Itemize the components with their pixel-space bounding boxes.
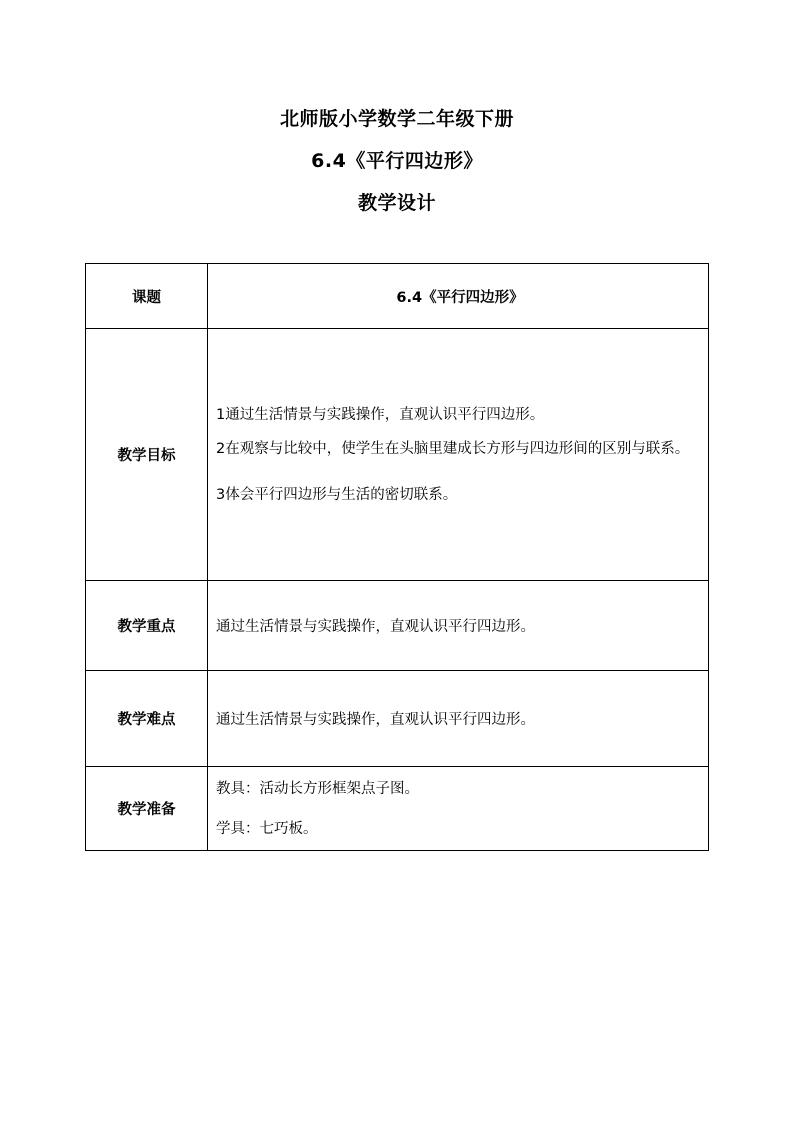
table-row-preparation	[86, 767, 709, 851]
preparation-content	[208, 767, 709, 851]
table-row-topic	[86, 264, 709, 329]
row-label-preparation: 教学准备	[86, 767, 208, 851]
table-row-difficulties	[86, 671, 709, 767]
topic-value: 6.4《平行四边形》	[208, 264, 709, 329]
lesson-title: 6.4《平行四边形》	[311, 150, 483, 172]
lesson-plan-table	[85, 263, 709, 851]
row-label-key-points: 教学重点	[86, 581, 208, 671]
row-label-difficulties: 教学难点	[86, 671, 208, 767]
goal-item-2: 2在观察与比较中，使学生在头脑里建成长方形与四边形间的区别与联系。	[216, 440, 690, 457]
row-label-topic: 课题	[86, 264, 208, 329]
key-points-content: 通过生活情景与实践操作，直观认识平行四边形。	[208, 581, 709, 671]
difficulties-content: 通过生活情景与实践操作，直观认识平行四边形。	[208, 671, 709, 767]
goals-content	[208, 329, 709, 581]
table-row-goals	[86, 329, 709, 581]
prep-item-teacher: 教具：活动长方形框架点子图。	[216, 780, 419, 797]
table-row-key-points	[86, 581, 709, 671]
row-label-goals: 教学目标	[86, 329, 208, 581]
goal-item-3: 3体会平行四边形与生活的密切联系。	[216, 486, 458, 503]
document-title: 北师版小学数学二年级下册	[279, 108, 514, 130]
prep-item-student: 学具：七巧板。	[216, 820, 318, 837]
goal-item-1: 1通过生活情景与实践操作，直观认识平行四边形。	[216, 406, 545, 423]
document-subtitle: 教学设计	[357, 192, 436, 214]
